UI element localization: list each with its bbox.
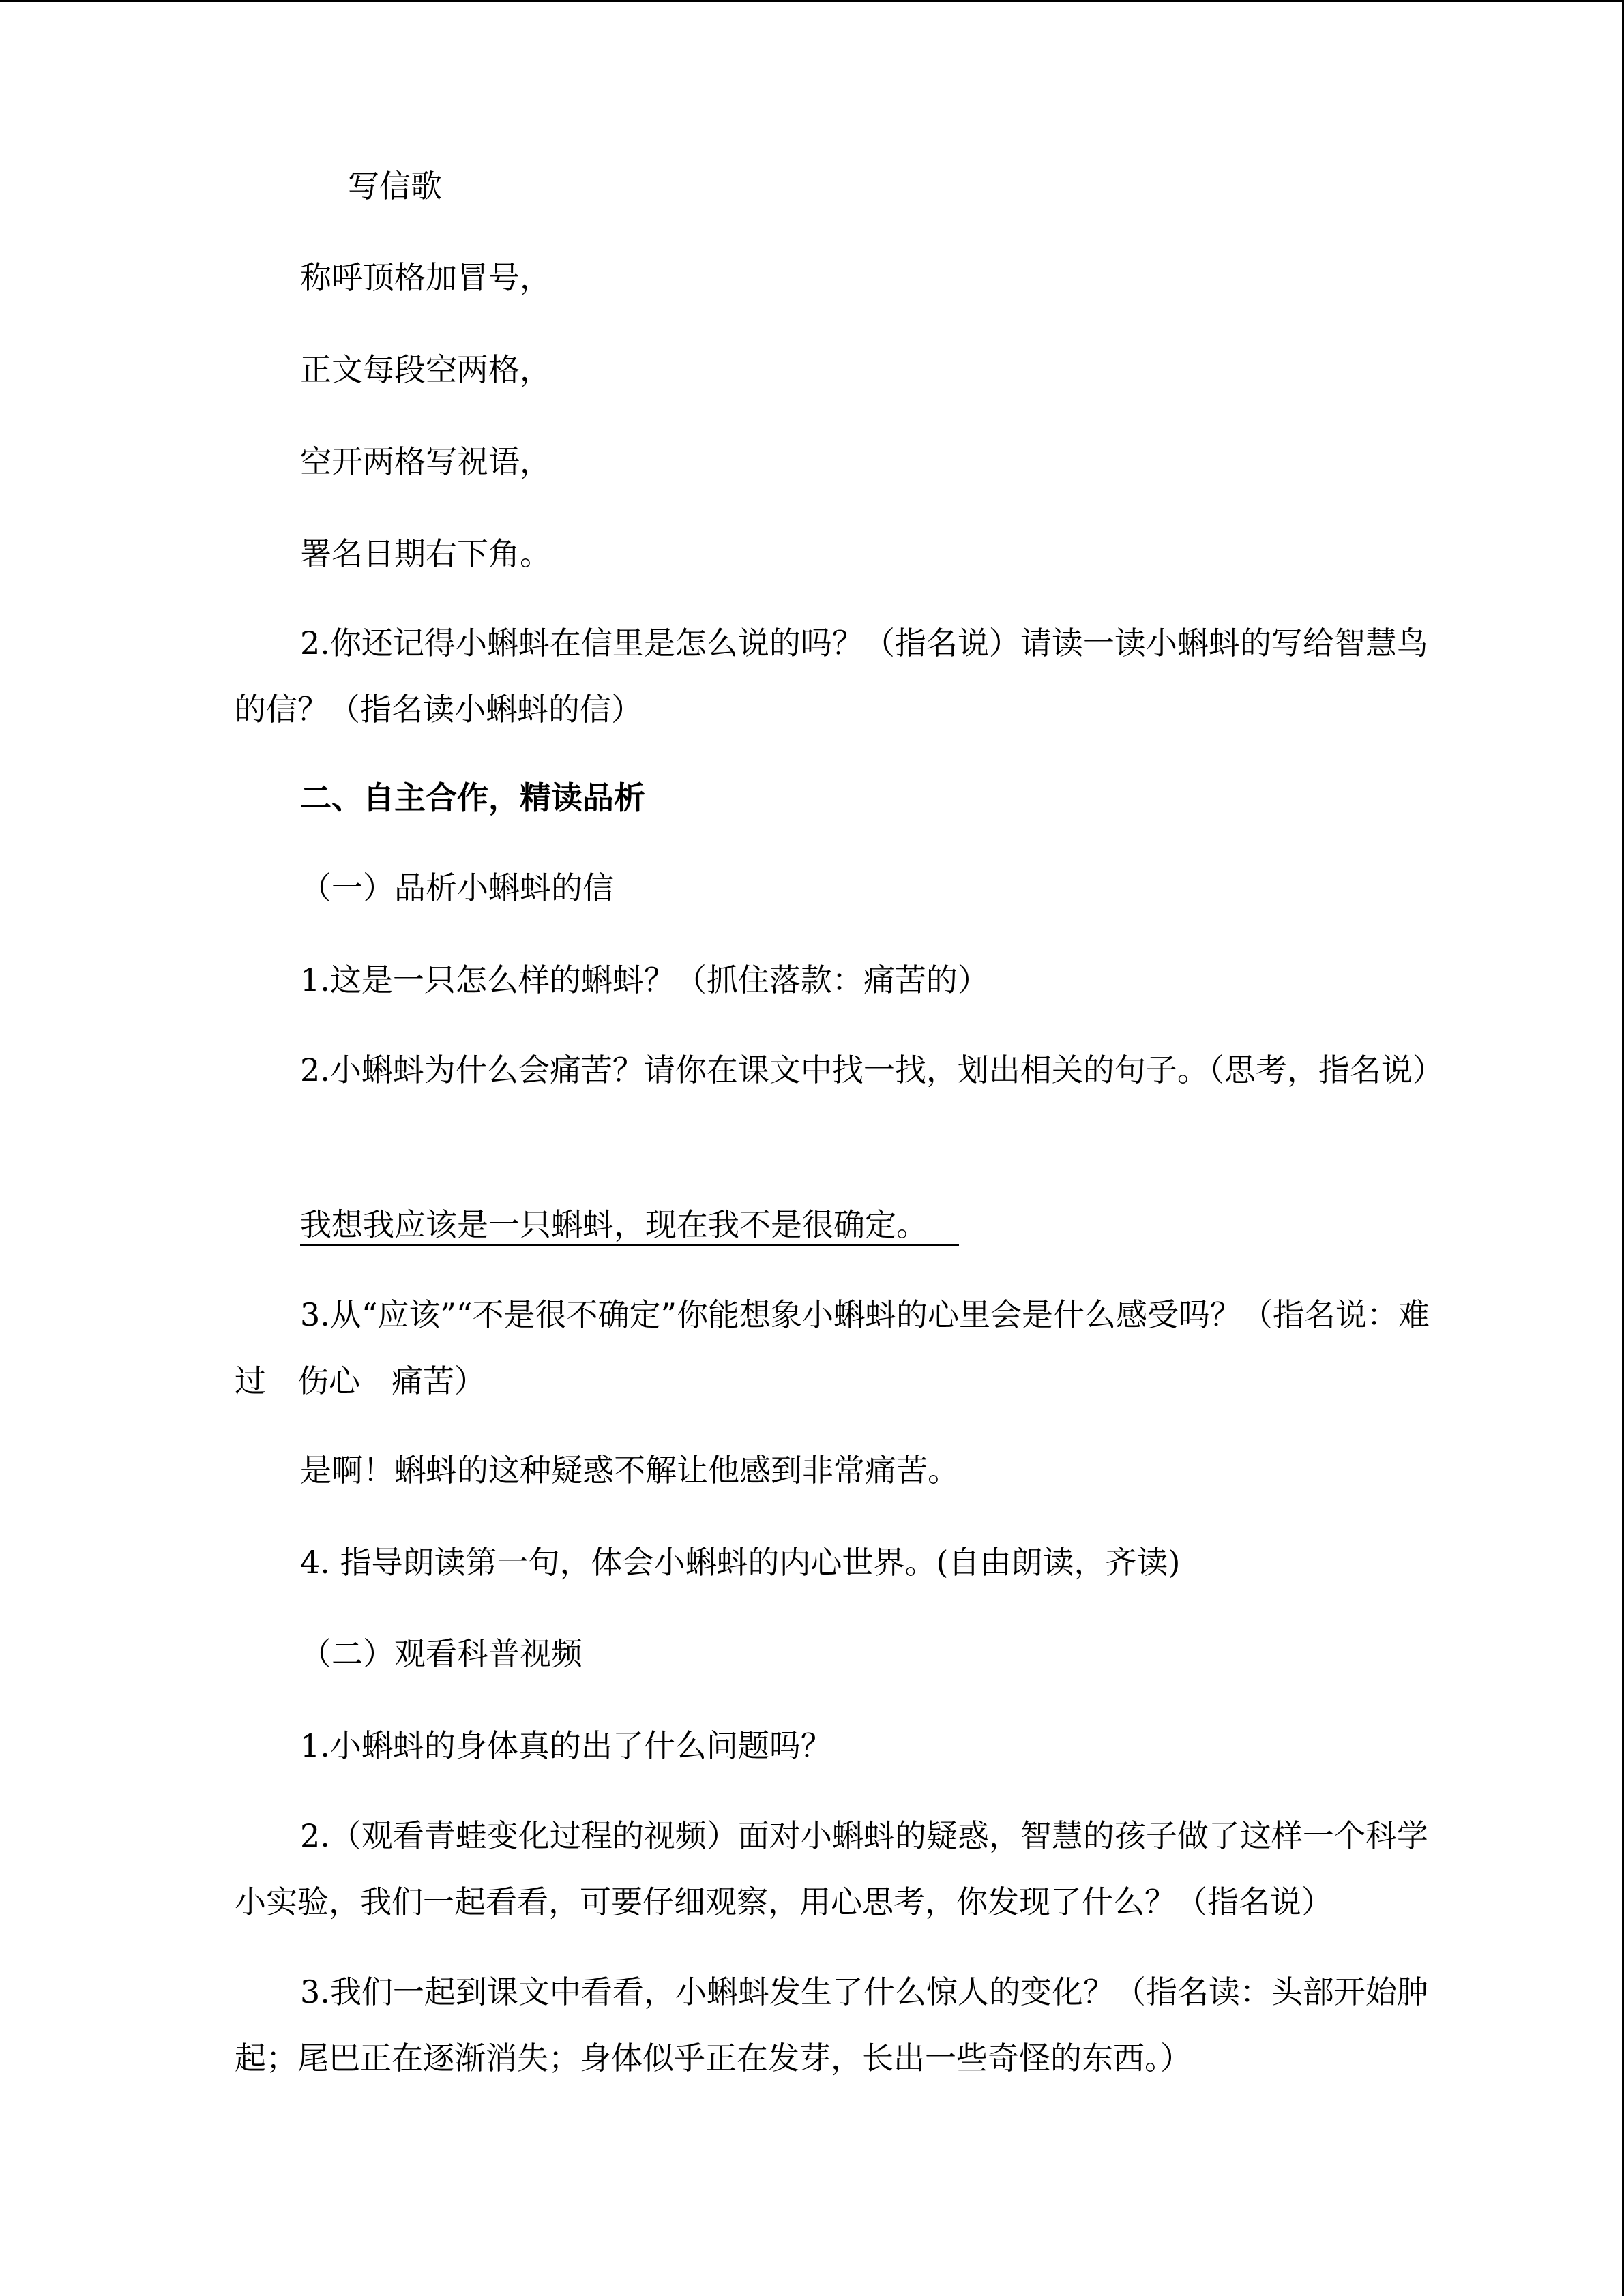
sub1-item-4: 4. 指导朗读第一句，体会小蝌蚪的内心世界。(自由朗读，齐读) xyxy=(300,1544,1181,1581)
sub1-note: 是啊！蝌蚪的这种疑惑不解让他感到非常痛苦。 xyxy=(300,1452,959,1489)
quote-sentence-underline-tail xyxy=(928,1206,959,1243)
sub1-item-3: 3.从“应该”“不是很不确定”你能想象小蝌蚪的心里会是什么感受吗？（指名说：难过 伤心 痛苦） xyxy=(235,1296,1430,1399)
sub1-item-1: 1.这是一只怎么样的蝌蚪？（抓住落款：痛苦的） xyxy=(300,961,989,998)
quote-sentence xyxy=(300,1192,1449,1258)
poem-line-2: 正文每段空两格， xyxy=(300,351,551,388)
sub1-item-2: 2.小蝌蚪为什么会痛苦？请你在课文中找一找，划出相关的句子。（思考，指名说） xyxy=(300,1052,1444,1088)
paragraph-review-2: 2.你还记得小蝌蚪在信里是怎么说的吗？（指名说）请读一读小蝌蚪的写给智慧鸟的信？（指名读小蝌蚪的信） xyxy=(235,625,1428,728)
subsection-2-heading: （二）观看科普视频 xyxy=(300,1635,582,1672)
poem-line-1: 称呼顶格加冒号， xyxy=(300,259,551,296)
sub2-item-1: 1.小蝌蚪的身体真的出了什么问题吗？ xyxy=(300,1727,832,1764)
sub2-item-3: 3.我们一起到课文中看看，小蝌蚪发生了什么惊人的变化？（指名读：头部开始肿起；尾巴正在逐渐消失；身体似乎正在发芽，长出一些奇怪的东西。） xyxy=(235,1973,1428,2076)
sub2-item-2: 2.（观看青蛙变化过程的视频）面对小蝌蚪的疑惑，智慧的孩子做了这样一个科学小实验，我们一起看看，可要仔细观察，用心思考，你发现了什么？（指名说） xyxy=(235,1817,1428,1920)
poem-title: 写信歌 xyxy=(348,168,442,205)
poem-line-3: 空开两格写祝语， xyxy=(300,443,551,480)
section-2-heading: 二、自主合作，精读品析 xyxy=(300,779,645,816)
quote-sentence-text: 我想我应该是一只蝌蚪，现在我不是很确定。 xyxy=(300,1206,928,1243)
subsection-1-heading: （一）品析小蝌蚪的信 xyxy=(300,869,614,906)
document-page xyxy=(235,0,1449,2296)
poem-line-4: 署名日期右下角。 xyxy=(300,535,551,572)
